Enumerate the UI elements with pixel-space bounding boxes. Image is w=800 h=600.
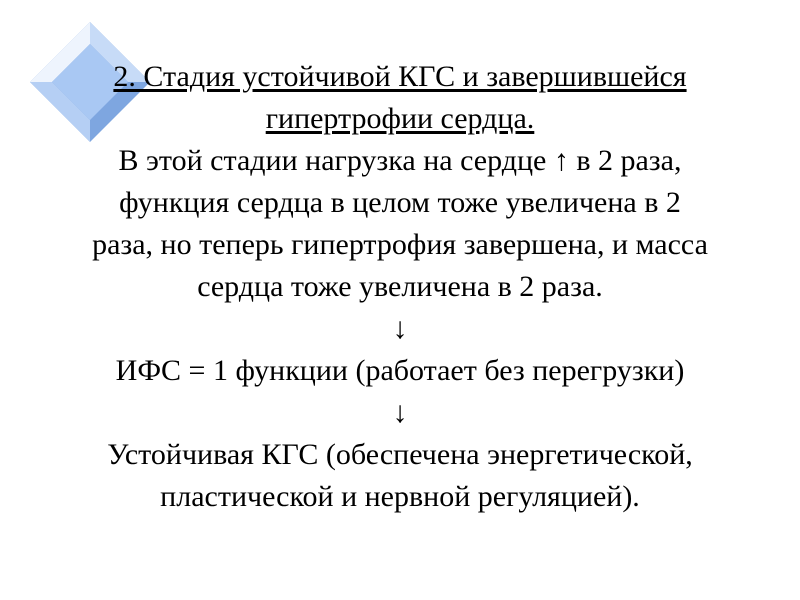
body-line-2: функция сердца в целом тоже увеличена в 2 [119,186,681,219]
body-line-ifs: ИФС = 1 функции (работает без перегрузки) [115,354,685,387]
body-line-4: сердца тоже увеличена в 2 раза. [197,270,603,303]
body-line-conclusion-2: пластической и нервной регуляцией). [160,480,640,513]
slide-text-block [20,56,780,518]
down-arrow-2: ↓ [392,396,408,429]
down-arrow-1: ↓ [392,312,408,345]
body-line-3: раза, но теперь гипертрофия завершена, и масса [92,228,708,261]
slide-title-line-1: 2. Стадия устойчивой КГС и завершившейся [113,60,687,93]
body-line-1: В этой стадии нагрузка на сердце ↑ в 2 раза, [118,144,682,177]
body-line-conclusion-1: Устойчивая КГС (обеспечена энергетической, [107,438,693,471]
slide-title-line-2: гипертрофии сердца. [265,102,535,135]
